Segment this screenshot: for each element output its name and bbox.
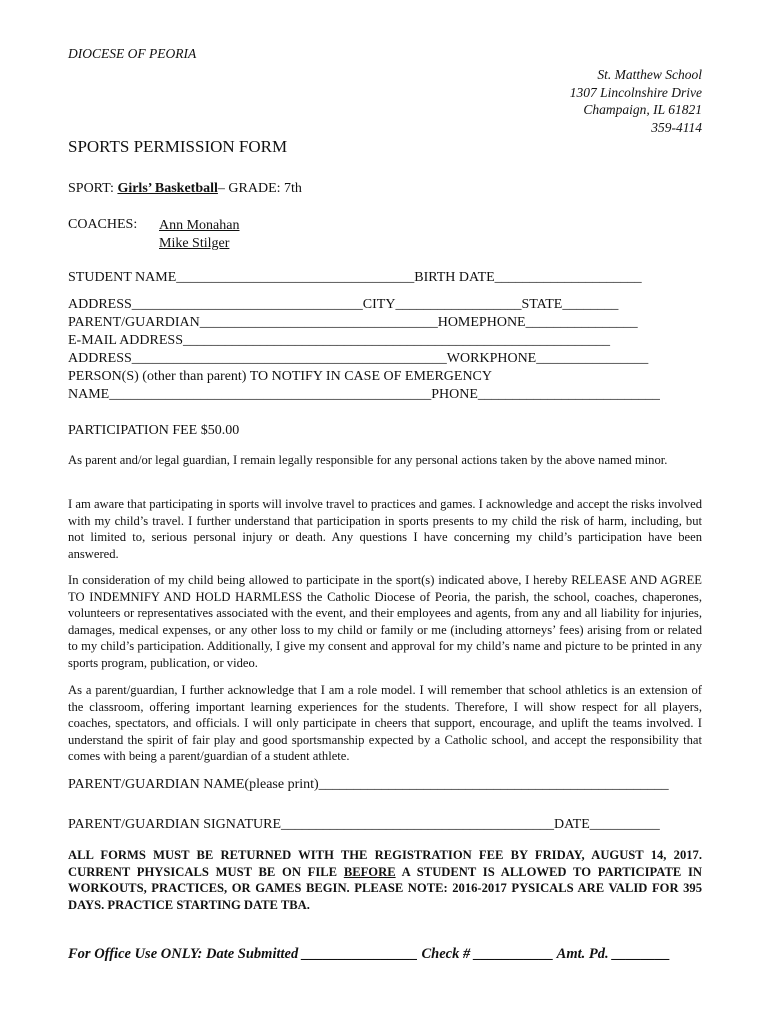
school-street: 1307 Lincolnshire Drive [569, 84, 702, 100]
coaches-label: COACHES: [68, 217, 138, 232]
sport-label: SPORT: [68, 181, 118, 196]
emergency-name-phone-field[interactable]: NAME______________________________________________PHONE__________________________ [68, 387, 660, 402]
responsibility-paragraph: As parent and/or legal guardian, I remain legally responsible for any personal actions taken by the above named minor. [68, 453, 668, 467]
parent-signature-date-field[interactable]: PARENT/GUARDIAN SIGNATURE_______________________________________DATE__________ [68, 817, 660, 832]
notice-text-2: A STUDENT IS ALLOWED TO PARTICIPATE IN WORKOUTS, PRACTICES, OR GAMES BEGIN. PLEASE NOTE: 2016-2017 PYSICALS ARE VALID FOR 395 DAYS. PRACTICE STARTING DATE TBA. [68, 864, 702, 912]
school-phone: 359-4114 [651, 119, 702, 135]
form-title: SPORTS PERMISSION FORM [68, 137, 288, 156]
coach-name: Mike Stilger [159, 236, 230, 251]
school-name: St. Matthew School [597, 67, 702, 82]
school-address-block [570, 66, 702, 136]
registration-notice [68, 847, 702, 913]
parent-guardian-homephone-field[interactable]: PARENT/GUARDIAN__________________________________HOMEPHONE________________ [68, 315, 638, 330]
role-model-paragraph: As a parent/guardian, I further acknowledge that I am a role model. I will remember that school athletics is an extension of the classroom, offering important learning experiences for the students. Therefore, I will show respect for all players, coaches, spectators, and officials. I will only participate in cheers that support, encourage, and uplift the teams involved. I understand the spirit of fair play and good sportsmanship expected by a Catholic school, and accept the responsibility that comes with being a parent/guardian of a student athlete. [68, 683, 702, 764]
notice-text-1: ALL FORMS MUST BE RETURNED WITH THE REGISTRATION FEE BY FRIDAY, AUGUST 14, 2017. CURRENT PHYSICALS MUST BE ON FILE [68, 848, 702, 879]
parent-name-print-field[interactable]: PARENT/GUARDIAN NAME(please print)__________________________________________________ [68, 777, 669, 792]
student-name-field[interactable]: STUDENT NAME__________________________________BIRTH DATE_____________________ [68, 270, 642, 285]
office-use-line: For Office Use ONLY: Date Submitted ________________ Check # ___________ Amt. Pd. ________ [68, 946, 671, 962]
email-address-field[interactable]: E-MAIL ADDRESS_____________________________________________________________ [68, 333, 610, 348]
release-paragraph: In consideration of my child being allowed to participate in the sport(s) indicated above, I hereby RELEASE AND AGREE TO INDEMNIFY AND HOLD HARMLESS the Catholic Diocese of Peoria, the parish, the school, coaches, chaperones, volunteers or representatives associated with the event, and their employees and agents, from any and all liability for injuries, damages, medical expenses, or any other loss to my child or family or me (including attorneys’ fees) arising from or related to my child’s participation. Additionally, I give my consent and approval for my child’s name and picture to be printed in any sports program, publication, or video. [68, 573, 702, 670]
address-workphone-field[interactable]: ADDRESS_____________________________________________WORKPHONE________________ [68, 351, 649, 366]
address-city-state-field[interactable]: ADDRESS_________________________________CITY__________________STATE________ [68, 297, 619, 312]
coach-name: Ann Monahan [159, 218, 240, 233]
notice-emphasis: BEFORE [343, 864, 396, 879]
emergency-contact-heading: PERSON(S) (other than parent) TO NOTIFY IN CASE OF EMERGENCY [68, 369, 492, 384]
school-city: Champaign, IL 61821 [583, 102, 702, 117]
sport-value: Girls’ Basketball [117, 181, 218, 196]
participation-fee: PARTICIPATION FEE $50.00 [68, 423, 240, 438]
diocese-heading: DIOCESE OF PEORIA [68, 46, 197, 61]
sport-line [68, 181, 302, 197]
coach-names [159, 217, 240, 253]
grade-text: – GRADE: 7th [217, 181, 302, 196]
travel-risk-paragraph: I am aware that participating in sports will involve travel to practices and games. I acknowledge and accept the risks involved with my child’s travel. I further understand that participation in sports presents to my child the risk of harm, including, but not limited to, serious personal injury or death. Any questions I have concerning my child’s participation have been answered. [68, 497, 702, 561]
